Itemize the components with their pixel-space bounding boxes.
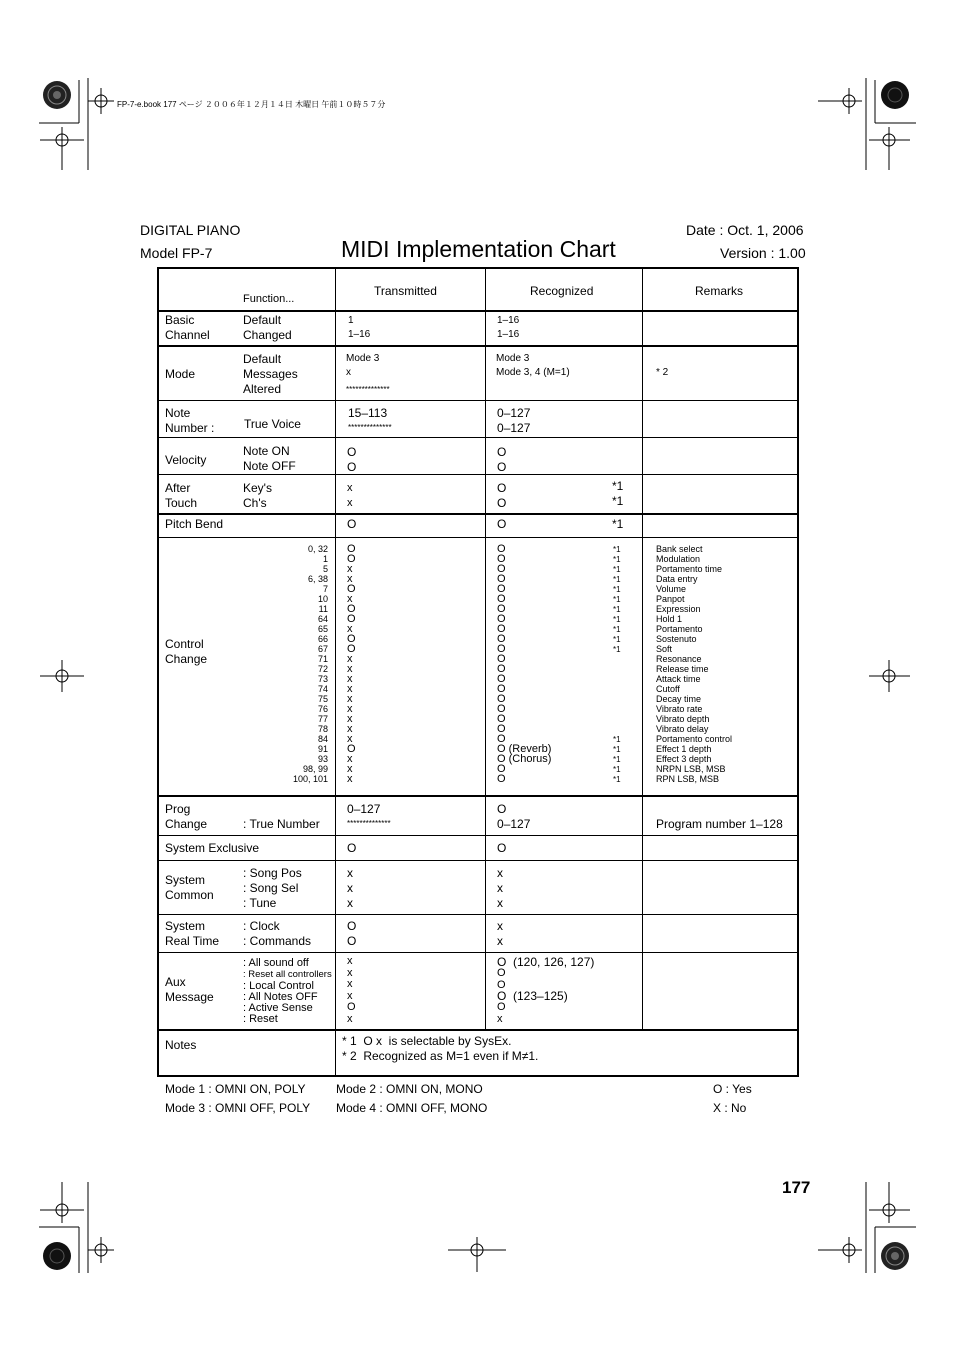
row-label-aux: Aux xyxy=(165,975,186,989)
legend-mode-2: Mode 2 : OMNI ON, MONO xyxy=(336,1082,483,1096)
rx-note-off: O xyxy=(497,460,507,474)
tx-system-exclusive: O xyxy=(347,841,357,855)
row-label-channel: Channel xyxy=(165,328,210,342)
remark-prog-change: Program number 1–128 xyxy=(656,817,783,831)
row-label-control: Control xyxy=(165,637,204,651)
legend-mode-4: Mode 4 : OMNI OFF, MONO xyxy=(336,1101,488,1115)
rx-mode-messages: Mode 3, 4 (M=1) xyxy=(496,367,570,378)
print-header: FP-7-e.book 177 ページ ２００６年１２月１４日 木曜日 午前１０時５７分 xyxy=(117,100,386,109)
sub-active-sense: : Active Sense xyxy=(243,1002,313,1014)
note-line-1: * 1 O x is selectable by SysEx. xyxy=(342,1034,512,1048)
tx-system-realtime: O O xyxy=(347,919,357,948)
sub-system-common: : Song Pos : Song Sel : Tune xyxy=(243,866,302,910)
row-label-real-time: Real Time xyxy=(165,934,220,948)
rx-reset-local: O O xyxy=(497,967,506,991)
chart-version: Version : 1.00 xyxy=(720,245,806,261)
rx-system-exclusive: O xyxy=(497,841,507,855)
rx-chs: O xyxy=(497,496,507,510)
row-label-common: Common xyxy=(165,888,214,902)
rx-system-realtime: x x xyxy=(497,919,503,948)
sub-reset: : Reset xyxy=(243,1013,278,1025)
rx-pitch-bend-note: *1 xyxy=(612,517,624,531)
tx-prog-change: 0–127 xyxy=(347,802,381,816)
tx-aux-message: x x x x O x xyxy=(347,955,356,1025)
sub-chs: Ch's xyxy=(243,496,267,510)
rx-system-common: x x x xyxy=(497,866,503,910)
row-label-notes: Notes xyxy=(165,1038,197,1052)
rx-prog-change: O xyxy=(497,802,507,816)
legend-mode-1: Mode 1 : OMNI ON, POLY xyxy=(165,1082,306,1096)
row-label-message: Message xyxy=(165,990,214,1004)
sub-note-on: Note ON xyxy=(243,444,290,458)
product-name: DIGITAL PIANO xyxy=(140,222,241,238)
model-name: Model FP-7 xyxy=(140,245,213,261)
row-label-system: System xyxy=(165,873,206,887)
row-label-basic: Basic xyxy=(165,313,195,327)
remark-mode: * 2 xyxy=(656,367,669,378)
tx-mode-default: Mode 3 xyxy=(346,353,380,364)
sub-local-control: : Local Control xyxy=(243,980,314,992)
control-change-numbers: 0, 32 1 5 6, 38 7 10 11 64 65 66 67 71 72 73 74 75 76 77 78 84 91 93 98, 99 100, 101 xyxy=(292,544,328,784)
rx-control-change: O O O O O O O O O O O O O O O O O O O O O (Reverb) O (Chorus) O O xyxy=(497,543,552,785)
row-label-touch: Touch xyxy=(165,496,198,510)
tx-keys: x xyxy=(347,482,353,494)
legend-no: X : No xyxy=(713,1101,747,1115)
tx-system-common: x x x xyxy=(347,866,353,910)
tx-note-off: O xyxy=(347,460,357,474)
sub-true-voice: True Voice xyxy=(244,417,301,431)
rx-true-number: 0–127 xyxy=(497,817,531,831)
tx-mode-messages: x xyxy=(346,367,351,378)
rx-default: 1–16 xyxy=(497,315,520,326)
tx-true-number: ************** xyxy=(347,819,391,828)
row-label-prog: Prog xyxy=(165,802,191,816)
sub-altered: Altered xyxy=(243,382,282,396)
column-header-recognized: Recognized xyxy=(530,284,594,298)
rx-changed: 1–16 xyxy=(497,329,520,340)
row-label-prog-change: Change xyxy=(165,817,208,831)
sub-all-sound-off: : All sound off xyxy=(243,957,309,969)
rx-pitch-bend: O xyxy=(497,517,507,531)
legend-mode-3: Mode 3 : OMNI OFF, POLY xyxy=(165,1101,311,1115)
rx-all-notes-off: O (123–125) xyxy=(497,989,568,1003)
rx-active-sense-reset: O x xyxy=(497,1001,506,1025)
sub-reset-all-controllers: : Reset all controllers xyxy=(243,969,332,980)
tx-changed: 1–16 xyxy=(348,329,371,340)
sub-default: Default xyxy=(243,352,282,366)
rx-true-voice: 0–127 xyxy=(497,421,531,435)
rx-chs-note: *1 xyxy=(612,494,624,508)
row-label-after: After xyxy=(165,481,191,495)
sub-true-number: : True Number xyxy=(243,817,320,831)
row-label-system-rt: System xyxy=(165,919,206,933)
legend-yes: O : Yes xyxy=(713,1082,752,1096)
column-header-function: Function... xyxy=(243,293,295,305)
row-label-mode: Mode xyxy=(165,367,196,381)
tx-note-number: 15–113 xyxy=(348,406,388,420)
tx-mode-altered: ************** xyxy=(346,385,390,394)
tx-true-voice: ************** xyxy=(348,423,392,432)
sub-keys: Key's xyxy=(243,481,272,495)
rx-note-on: O xyxy=(497,445,507,459)
tx-control-change: O O x x O x O O x O O x x x x x x x x x O x x x xyxy=(347,543,356,785)
row-label-number: Number : xyxy=(165,421,215,435)
rx-keys: O xyxy=(497,481,507,495)
control-change-remarks: Bank select Modulation Portamento time Data entry Volume Panpot Expression Hold 1 Portamento Sostenuto Soft Resonance Release time Attack time Cutoff Decay time Vibrato rate Vibrato depth Vibrato delay Portamento control Effect 1 depth Effect 3 depth NRPN LSB, MSB RPN LSB, MSB xyxy=(656,544,733,784)
tx-pitch-bend: O xyxy=(347,517,357,531)
sub-changed: Changed xyxy=(243,328,292,342)
rx-keys-note: *1 xyxy=(612,479,624,493)
note-line-2: * 2 Recognized as M=1 even if M≠1. xyxy=(342,1049,539,1063)
tx-note-on: O xyxy=(347,445,357,459)
row-label-system-exclusive: System Exclusive xyxy=(165,841,260,855)
tx-chs: x xyxy=(347,497,353,509)
sub-note-off: Note OFF xyxy=(243,459,296,473)
row-label-velocity: Velocity xyxy=(165,453,207,467)
rx-mode-default: Mode 3 xyxy=(496,353,530,364)
rx-all-sound-off: O (120, 126, 127) xyxy=(497,955,595,969)
row-label-change: Change xyxy=(165,652,208,666)
tx-default: 1 xyxy=(348,315,354,326)
page-number: 177 xyxy=(782,1178,811,1197)
column-header-transmitted: Transmitted xyxy=(374,284,437,298)
rx-note-number: 0–127 xyxy=(497,406,531,420)
sub-system-realtime: : Clock : Commands xyxy=(243,919,312,948)
chart-date: Date : Oct. 1, 2006 xyxy=(686,222,804,238)
sub-all-notes-off: : All Notes OFF xyxy=(243,991,318,1003)
column-header-remarks: Remarks xyxy=(695,284,744,298)
rx-control-change-notes: *1 *1 *1 *1 *1 *1 *1 *1 *1 *1 *1 *1 *1 *1 *1 *1 xyxy=(613,545,621,784)
sub-messages: Messages xyxy=(243,367,298,381)
row-label-pitch-bend: Pitch Bend xyxy=(165,517,224,531)
sub-default: Default xyxy=(243,313,282,327)
page-title: MIDI Implementation Chart xyxy=(341,236,616,262)
row-label-note: Note xyxy=(165,406,191,420)
